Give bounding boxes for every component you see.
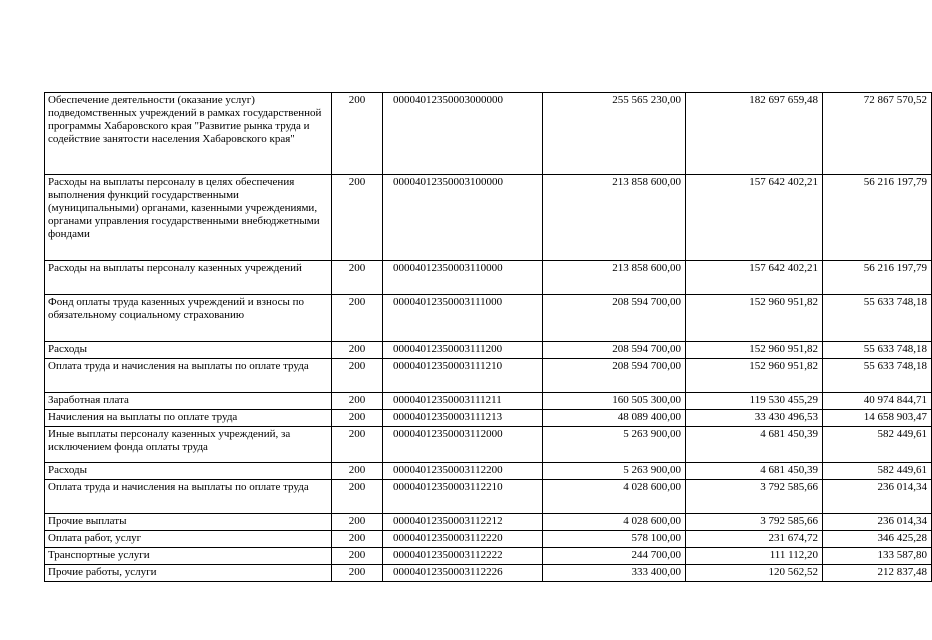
- cell-line-code: 200: [332, 480, 383, 514]
- cell-executed: 157 642 402,21: [686, 175, 823, 261]
- cell-classification-code: 00004012350003112222: [383, 548, 543, 565]
- cell-executed: 152 960 951,82: [686, 359, 823, 393]
- cell-remaining: 72 867 570,52: [823, 93, 932, 175]
- cell-executed: 3 792 585,66: [686, 480, 823, 514]
- cell-remaining: 346 425,28: [823, 531, 932, 548]
- cell-remaining: 212 837,48: [823, 565, 932, 582]
- table-row: [45, 565, 932, 582]
- cell-classification-code: 00004012350003111211: [383, 393, 543, 410]
- cell-name: Прочие работы, услуги: [45, 565, 332, 582]
- cell-executed: 119 530 455,29: [686, 393, 823, 410]
- cell-name: Расходы на выплаты персоналу казенных учреждений: [45, 261, 332, 295]
- cell-approved: 208 594 700,00: [543, 342, 686, 359]
- cell-approved: 244 700,00: [543, 548, 686, 565]
- cell-remaining: 55 633 748,18: [823, 342, 932, 359]
- cell-approved: 213 858 600,00: [543, 175, 686, 261]
- cell-executed: 111 112,20: [686, 548, 823, 565]
- cell-remaining: 582 449,61: [823, 427, 932, 463]
- table-row: [45, 342, 932, 359]
- cell-remaining: 236 014,34: [823, 514, 932, 531]
- cell-executed: 4 681 450,39: [686, 427, 823, 463]
- cell-executed: 231 674,72: [686, 531, 823, 548]
- cell-classification-code: 00004012350003112200: [383, 463, 543, 480]
- cell-name: Расходы: [45, 463, 332, 480]
- cell-classification-code: 00004012350003111210: [383, 359, 543, 393]
- cell-approved: 4 028 600,00: [543, 514, 686, 531]
- cell-classification-code: 00004012350003111000: [383, 295, 543, 342]
- cell-line-code: 200: [332, 531, 383, 548]
- cell-executed: 3 792 585,66: [686, 514, 823, 531]
- table-row: [45, 480, 932, 514]
- cell-name: Расходы на выплаты персоналу в целях обеспечения выполнения функций государственными (муниципальными) органами, казенными учреждениями, органами управления государственными внебюджетными фондами: [45, 175, 332, 261]
- cell-name: Расходы: [45, 342, 332, 359]
- cell-approved: 48 089 400,00: [543, 410, 686, 427]
- cell-classification-code: 00004012350003111200: [383, 342, 543, 359]
- cell-remaining: 56 216 197,79: [823, 261, 932, 295]
- cell-line-code: 200: [332, 295, 383, 342]
- cell-executed: 182 697 659,48: [686, 93, 823, 175]
- cell-approved: 4 028 600,00: [543, 480, 686, 514]
- cell-classification-code: 00004012350003000000: [383, 93, 543, 175]
- cell-executed: 33 430 496,53: [686, 410, 823, 427]
- cell-name: Обеспечение деятельности (оказание услуг) подведомственных учреждений в рамках государственной программы Хабаровского края "Развитие рынка труда и содействие занятости населения Хабаровского края": [45, 93, 332, 175]
- cell-line-code: 200: [332, 463, 383, 480]
- table-row: [45, 93, 932, 175]
- cell-remaining: 582 449,61: [823, 463, 932, 480]
- table-row: [45, 393, 932, 410]
- cell-approved: 333 400,00: [543, 565, 686, 582]
- cell-name: Оплата труда и начисления на выплаты по оплате труда: [45, 480, 332, 514]
- cell-name: Прочие выплаты: [45, 514, 332, 531]
- table-row: [45, 295, 932, 342]
- table-row: [45, 514, 932, 531]
- budget-execution-table: [44, 92, 932, 582]
- cell-executed: 152 960 951,82: [686, 342, 823, 359]
- cell-remaining: 56 216 197,79: [823, 175, 932, 261]
- cell-line-code: 200: [332, 393, 383, 410]
- cell-remaining: 133 587,80: [823, 548, 932, 565]
- cell-classification-code: 00004012350003112226: [383, 565, 543, 582]
- cell-line-code: 200: [332, 359, 383, 393]
- cell-remaining: 236 014,34: [823, 480, 932, 514]
- cell-approved: 208 594 700,00: [543, 295, 686, 342]
- cell-executed: 4 681 450,39: [686, 463, 823, 480]
- cell-remaining: 14 658 903,47: [823, 410, 932, 427]
- cell-classification-code: 00004012350003110000: [383, 261, 543, 295]
- table-body: [45, 93, 932, 582]
- cell-line-code: 200: [332, 342, 383, 359]
- cell-remaining: 55 633 748,18: [823, 359, 932, 393]
- table-row: [45, 410, 932, 427]
- cell-approved: 5 263 900,00: [543, 427, 686, 463]
- table-row: [45, 548, 932, 565]
- table-row: [45, 427, 932, 463]
- cell-line-code: 200: [332, 261, 383, 295]
- cell-approved: 255 565 230,00: [543, 93, 686, 175]
- cell-classification-code: 00004012350003100000: [383, 175, 543, 261]
- cell-approved: 5 263 900,00: [543, 463, 686, 480]
- cell-classification-code: 00004012350003112000: [383, 427, 543, 463]
- table-row: [45, 463, 932, 480]
- cell-name: Начисления на выплаты по оплате труда: [45, 410, 332, 427]
- cell-line-code: 200: [332, 548, 383, 565]
- cell-executed: 120 562,52: [686, 565, 823, 582]
- cell-name: Заработная плата: [45, 393, 332, 410]
- cell-approved: 578 100,00: [543, 531, 686, 548]
- cell-classification-code: 00004012350003112212: [383, 514, 543, 531]
- table-row: [45, 531, 932, 548]
- cell-line-code: 200: [332, 175, 383, 261]
- cell-name: Иные выплаты персоналу казенных учреждений, за исключением фонда оплаты труда: [45, 427, 332, 463]
- table-row: [45, 359, 932, 393]
- cell-line-code: 200: [332, 93, 383, 175]
- cell-executed: 157 642 402,21: [686, 261, 823, 295]
- cell-approved: 160 505 300,00: [543, 393, 686, 410]
- cell-line-code: 200: [332, 565, 383, 582]
- cell-approved: 208 594 700,00: [543, 359, 686, 393]
- report-sheet: [44, 92, 932, 582]
- cell-name: Фонд оплаты труда казенных учреждений и взносы по обязательному социальному страхованию: [45, 295, 332, 342]
- cell-line-code: 200: [332, 410, 383, 427]
- cell-approved: 213 858 600,00: [543, 261, 686, 295]
- table-row: [45, 261, 932, 295]
- table-row: [45, 175, 932, 261]
- cell-line-code: 200: [332, 427, 383, 463]
- cell-line-code: 200: [332, 514, 383, 531]
- cell-classification-code: 00004012350003111213: [383, 410, 543, 427]
- cell-name: Оплата труда и начисления на выплаты по оплате труда: [45, 359, 332, 393]
- cell-remaining: 55 633 748,18: [823, 295, 932, 342]
- cell-classification-code: 00004012350003112220: [383, 531, 543, 548]
- cell-classification-code: 00004012350003112210: [383, 480, 543, 514]
- cell-executed: 152 960 951,82: [686, 295, 823, 342]
- cell-remaining: 40 974 844,71: [823, 393, 932, 410]
- cell-name: Оплата работ, услуг: [45, 531, 332, 548]
- cell-name: Транспортные услуги: [45, 548, 332, 565]
